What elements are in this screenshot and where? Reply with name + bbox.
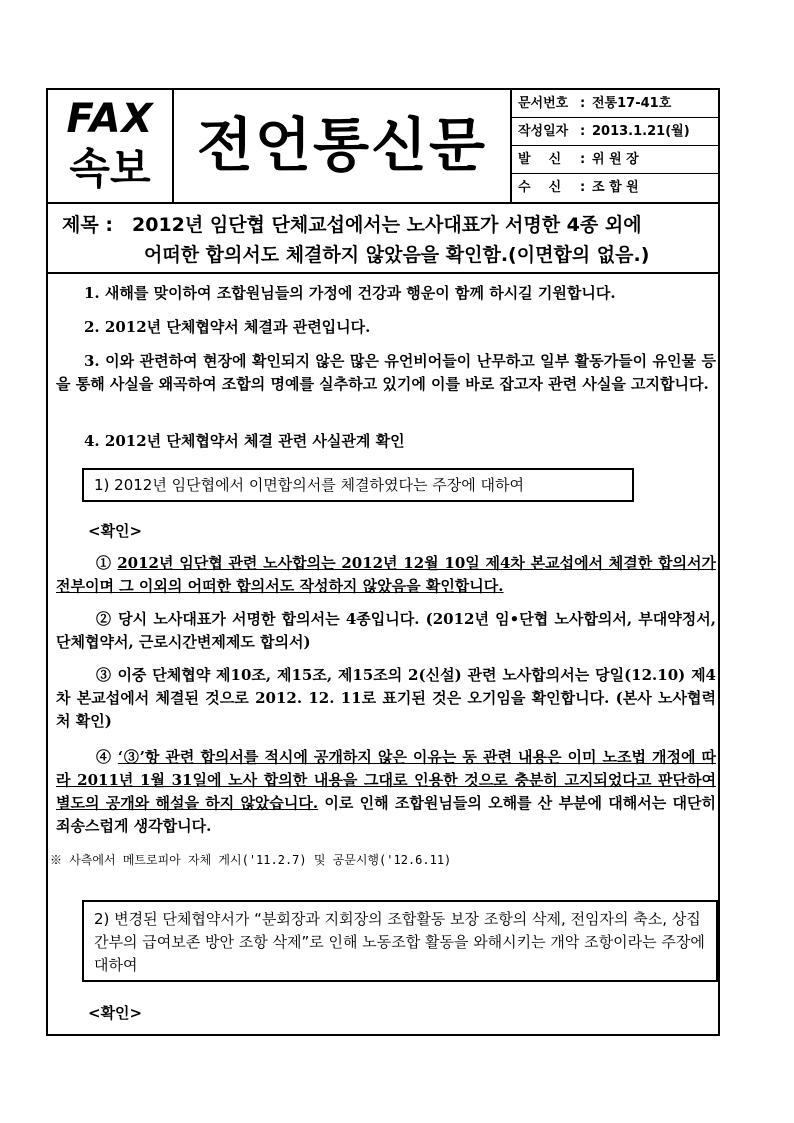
meta-label: 수 신 (518, 180, 562, 195)
rest-text: 이로 인해 조합원님들의 오해를 산 부분에 대해서는 대단히 죄송스럽게 생각합니다. (56, 794, 716, 835)
underlined-text: ‘③’항 관련 합의서를 적시에 공개하지 않은 이유는 동 관련 내용은 이미 노조법 개정에 따라 2011년 1월 31일에 노사 합의한 내용을 그대로 인용한 것으로 충분히 고지되었다고 판단하여 별도의 공개와 해설을 하지 않았습니다. (56, 748, 716, 812)
meta-label: 작성일자 (518, 124, 569, 139)
claim-box-2: 2) 변경된 단체협약서가 “분회장과 지회장의 조합활동 보장 조항의 삭제, 전임자의 축소, 상집간부의 급여보존 방안 조항 삭제”로 인해 노동조합 활동을 와해시키는 개악 조항이라는 주장에 대하여 (82, 900, 718, 982)
title-cell (174, 90, 512, 202)
footnote: ※ 사측에서 메트로피아 자체 게시('11.2.7) 및 공문시행('12.6.11) (50, 853, 452, 867)
confirm-item-1 (56, 552, 716, 598)
item-mark: ① (96, 554, 112, 572)
confirm-item-3: ③ 이중 단체협약 제10조, 제15조, 제15조의 2(신설) 관련 노사합의서는 당일(12.10) 제4차 본교섭에서 체결된 것으로 2012. 12. 11로 표기된 것은 오기임을 확인합니다. (본사 노사협력처 확인) (56, 666, 716, 730)
meta-row-recipient: 수 신 : 조 합 원 (512, 174, 718, 202)
meta-value: 위 원 장 (592, 152, 639, 167)
meta-table (512, 90, 718, 202)
fax-label: FAX (66, 96, 154, 142)
subject-label: 제목 : (62, 214, 113, 236)
meta-value: 2013.1.21(월) (592, 124, 690, 139)
confirm-item-4 (56, 746, 716, 838)
paragraph-3: 3. 이와 관련하여 현장에 확인되지 않은 많은 유언비어들이 난무하고 일부 활동가들이 유인물 등을 통해 사실을 왜곡하여 조합의 명예를 실추하고 있기에 이를 바로 잡고자 관련 사실을 고지합니다. (56, 352, 716, 393)
subject-block (48, 202, 718, 274)
meta-value: 전통17-41호 (592, 96, 672, 111)
meta-row-doc-number: 문서번호 : 전통17-41호 (512, 90, 718, 118)
paragraph-2: 2. 2012년 단체협약서 체결과 관련입니다. (84, 318, 371, 336)
document-frame (46, 88, 720, 1036)
confirm-item-2: ② 당시 노사대표가 서명한 합의서는 4종입니다. (2012년 임•단협 노사합의서, 부대약정서, 단체협약서, 근로시간변제제도 합의서) (56, 610, 716, 651)
paragraph-1: 1. 새해를 맞이하여 조합원님들의 가정에 건강과 행운이 함께 하시길 기원합니다. (84, 284, 616, 302)
meta-value: 조 합 원 (592, 180, 639, 195)
confirm-heading-2: <확인> (88, 1004, 143, 1022)
sokbo-label: 속보 (69, 144, 151, 193)
confirm-heading-1: <확인> (88, 522, 143, 540)
meta-label: 발 신 (518, 152, 562, 167)
meta-label: 문서번호 (518, 96, 569, 111)
item-mark: ④ (96, 748, 112, 766)
document-header (48, 90, 718, 204)
claim-box-1: 1) 2012년 임단협에서 이면합의서를 체결하였다는 주장에 대하여 (82, 468, 634, 502)
paragraph-4: 4. 2012년 단체협약서 체결 관련 사실관계 확인 (84, 432, 405, 450)
subject-line-1: 2012년 임단협 단체교섭에서는 노사대표가 서명한 4종 외에 (132, 214, 642, 236)
meta-row-sender: 발 신 : 위 원 장 (512, 146, 718, 174)
document-title: 전언통신문 (196, 111, 488, 179)
meta-row-date: 작성일자 : 2013.1.21(월) (512, 118, 718, 146)
underlined-text: 2012년 임단협 관련 노사합의는 2012년 12월 10일 제4차 본교섭에서 체결한 합의서가 전부이며 그 이외의 어떠한 합의서도 작성하지 않았음을 확인합니다. (56, 554, 716, 595)
subject-line-2: 어떠한 합의서도 체결하지 않았음을 확인함.(이면합의 없음.) (144, 244, 650, 266)
fax-cell (48, 90, 174, 202)
